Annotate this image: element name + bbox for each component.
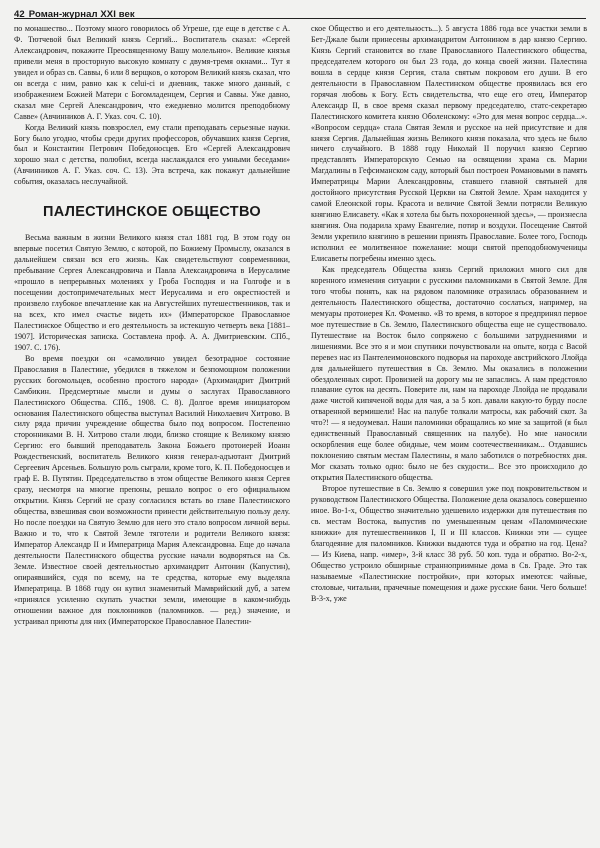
paragraph: Когда Великий князь повзрослел, ему стали преподавать серьезные науки. Богу было угодно, чтобы среди других профессоров, обучавших князя Сергия, был и Константин Петрович Победоносцев. Его «Сергей Александрович хорошо знал с детства, полюбил, всегда наслаждался его умными беседами» (Авчинников А. Г. Указ. соч. С. 13). Эта встреча, как покажут дальнейшие события, оказалась неслучайной. (14, 122, 290, 187)
paragraph: ское Общество и его деятельность...). 5 августа 1886 года все участки земли в Бет-Джале были принесены архимандритом Антонином в дар князю Сергию. Князь Сергий становится во главе Православного Палестинского общества, председателем которого он был 23 года, до конца своей жизни. Палестина вошла в сердце князя Сергия, стала святым покровом его души. В его деятельности в Православном Палестинском обществе проявилась вся его горячая любовь к Богу. Есть свидетельства, что еще его отец, Император Александр II, в свое время сказал первому председателю, статс-секретарю Палестинского комитета князю Оболенскому: «Это для меня вопрос сердца...». «Вопросом сердца» стала Святая Земля и русское на ней присутствие и для князя Сергия. Дальнейшая жизнь Великого князя показала, что здесь не было ничего случайного. В 1888 году Николай II поручил князю Сергию представлять Императорскую Семью на освящении храма св. Марии Магдалины в Гефсиманском саду, который был построен Романовыми в память Императрицы Марии Александровны, ставшего главной святыней для достойного присутствия Русской Церкви на Святой Земле. Храм находится у самой Елеонской горы. Красота и величие Святой Земли потрясли Великую княгиню Елисавету. «Как я хотела бы быть похороненной здесь», — произнесла княгиня. Она подарила храму Евангелие, потир и воздухи. Посещение Святой Земли укрепило княгиню в решении принять Православие. Более того, Господь исполнил ее молитвенное пожелание: мощи святой преподобномученицы Елисаветы погребены именно здесь. (311, 24, 587, 264)
publication-title: Роман-журнал XXI век (28, 9, 135, 20)
paragraph: Второе путешествие в Св. Землю я совершил уже под покровительством и руководством Палестинского Общества. Положение дела оказалось совершенно иное. Во-1-х, Общество значительно удешевило издержки для путешествия по св. местам Востока, выпустив по уменьшенным ценам «Паломнические книжки» для путешественников I, II и III классов. Книжки эти — сущее благодеяние для паломников. Книжки выдаются туда и обратно на год. Цена? — Из Киева, напр. «имер», 3-й класс 38 руб. 50 коп. туда и обратно. Во-2-х, Общество устроило обширные странноприимные дома в Св. Граде. Это так называемые «Палестинские постройки», при которых имеются: чайные, столовые, читальни, прачечные помещения и даже русские бани. Чего больше! В-3-х, уже (311, 484, 587, 603)
section-title: ПАЛЕСТИНСКОЕ ОБЩЕСТВО (43, 204, 261, 221)
paragraph: Как председатель Общества князь Сергий приложил много сил для коренного изменения ситуации с русскими паломниками в Святой Земле. Для того чтобы понять, как на рядовом паломнике отразилась образованием и деятельность Палестинского общества, достаточно сослаться, например, на мемуары протоиерея Кл. Фоменко. «В то время, в которое я предпринял первое мое путешествие в Св. Землю, Палестинского общества еще не существовало. Путешествие на Восток было сопряжено с большими затруднениями и лишениями. Все это я и мои спутники почувствовали на опыте, когда с Васой перевез нас из Пантелеимоновского подворья на пароходе австрийского Ллойда для дальнейшего путешествия в Св. Землю. Мы оказались в положении обездоленных сирот. Провизией на дорогу мы не запаслись. А нам предстояло плавание суток на десять. Поверите ли, нам на пароходе Ллойда не продавали даже чистой кипяченой воды для чая, а за 5 коп. давали какую-то бурду после отваренной вермишели! Нас на палубе толкали матросы, как рабочий скот. За что?! — я недоумевал. Наши паломники обращались ко мне за защитой (я был единственный Православный священник на палубе). Но мне наносили оскорбления еще более обидные, чем моим соотечественникам... Отдавшись поклонению святым местам Палестины, я мало заботился о потребностях дня. Мог сказать только одно: было не без скудости... Все это происходило до открытия Палестинского общества. (311, 264, 587, 483)
paragraph: Весьма важным в жизни Великого князя стал 1881 год. В этом году он впервые посетил Святую Землю, с которой, по Божиему Промыслу, оказался в дальнейшем связан вся его жизнь. Как свидетельствуют современники, пребывание Сергея Александровича и Павла Александровича в Иерусалиме «прошло в непрерывных молениях у Гроба Господня и на Голгофе и в посещении достопримечательных мест Иерусалима и его окрестностей и произвело глубокое впечатление как на Августейших путешественников, так и на всех, кто имел счастье видеть их» (Императорское Православное Палестинское Общество и его деятельность за истекшую четверть века [1881–1907]. Историческая записка. Составлена проф. А. А. Дмитриевским. СПб., 1907. С. 176). (14, 233, 290, 352)
running-header (14, 4, 586, 19)
left-column (14, 24, 290, 840)
right-column (311, 24, 587, 840)
paragraph: по монашество... Поэтому много говорилось об Угреше, где еще в детстве с А. Ф. Тютчевой был Великий князь Сергий... Воспитатель сказал: «Сергей Александрович, покажите Преосвященному Вашу молельню». Великие князья привели меня в просторную высокую комнату с двумя-тремя окнами... Тут я увидел и образ св. Саввы, 6 или 8 верщков, о котором Великий князь сказал, что он всегда с ним, равно как к celui-ci и дневник, также много данный, с изображением Божией Матери с Богомладенцем, Сергия и Саввы. Уже давно, сказал мне Сергей Александрович, что ежедневно молится преподобному Савве» (Авчинников А. Г. Указ. соч. С. 10). (14, 24, 290, 121)
page-number: 42 (14, 9, 25, 20)
paragraph: Во время поездки он «самолично увидел безотрадное состояние Православия в Палестине, убедился в тяжелом и безпомощном положении русских богомольцев, особенно простого народа» (Архимандрит Дмитрий Самбикин. Предсмертные мысли и думы о заслугах Православного Палестинского Общества. СПб., 1908. С. 8). Долгое время инициатором основания Палестинского общества выступал Василий Николаевич Хитрово. В силу ряда причин учреждение общества было под вопросом. Постепенно сторонниками В. Н. Хитрово стали люди, близко стоящие к Великому князю Сергию: его бывший преподаватель Закона Божьего протоиерей Иоанн Рождественский, воспитатель Великого князя генерал-адъютант Дмитрий Сергеевич Арсеньев. Большую роль сыграли, кроме того, К. П. Победоносцев и граф Е. В. Путятин. Председательство в этом обществе Великого князя Сергея сразу, несмотря на многие препоны, решало вопрос о его официальном открытии. Князь Сергий не сразу согласился встать во главе Палестинского общества, взвешивая свои возможности принести действительную пользу делу. Но после поездки на Святую Землю для него это стало вопросом личной веры. Важно и то, что к Святой Земле тяготели и родители Великого князя: Император Александр II и Императрица Мария Александровна. Еще до начала деятельности Палестинского общества русские начали водворяться на Св. Земле. Известное своей деятельностью архимандрит Антонин (Капустин), опираявшийся, судя по всему, на те средства, которые ему выделяла Императрица. В 1868 году он купил знаменитый Мамврийский дуб, а затем «принялся усиленно скупать участки земли, имеющие в каком-нибудь отношении важное для поклонников (паломников. — ред.) значение, и устраивал приюты для них (Императорское Православное Палестин- (14, 353, 290, 626)
